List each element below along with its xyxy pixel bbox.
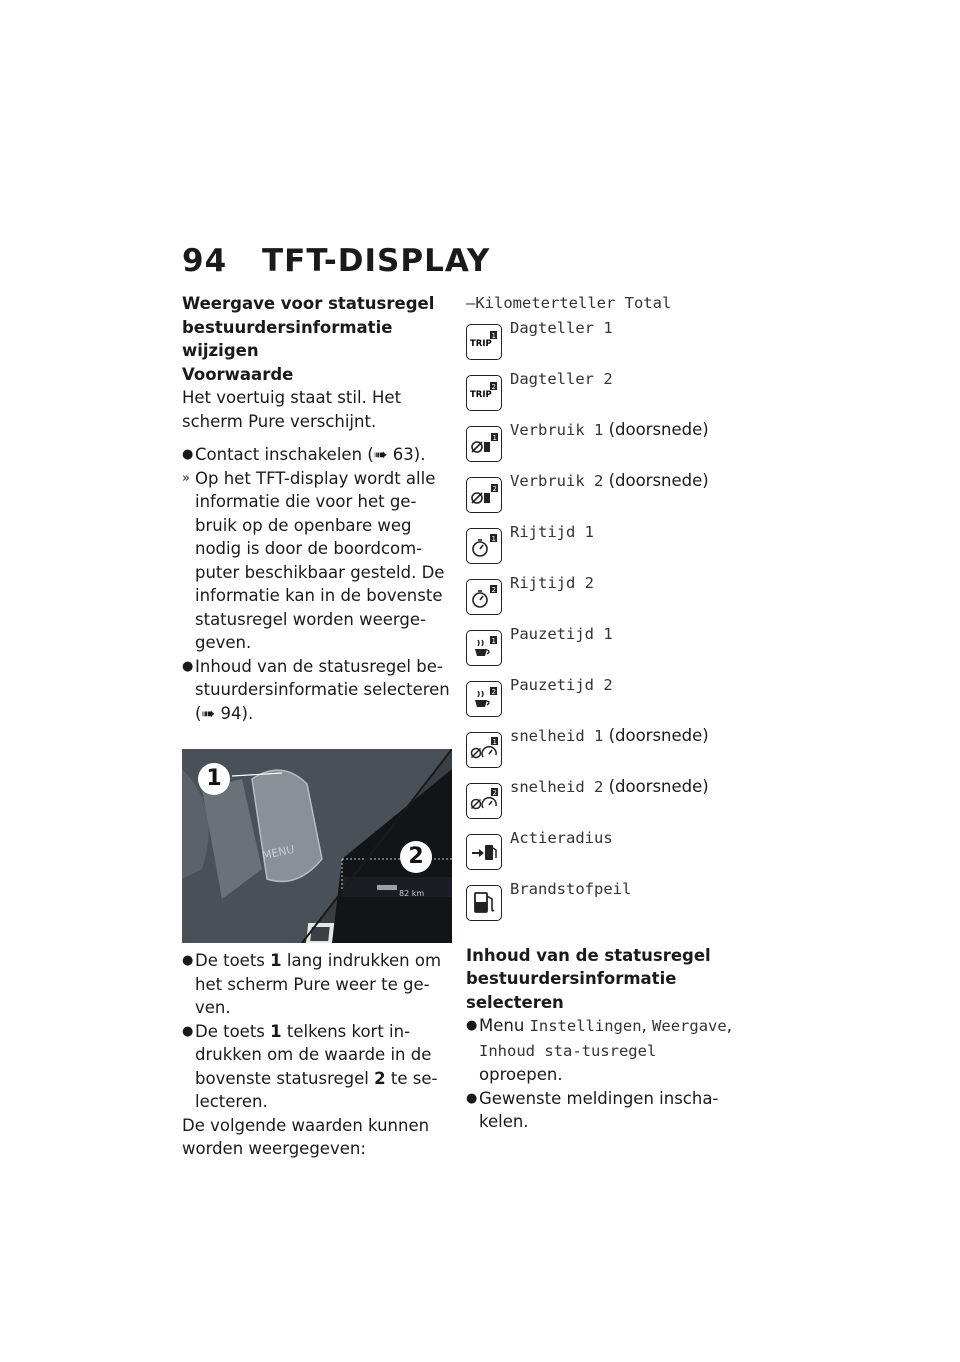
right-column xyxy=(466,292,736,1134)
svg-text:TRIP: TRIP xyxy=(470,389,492,400)
status-label: Dagteller 1 xyxy=(510,318,613,337)
status-label: Dagteller 2 xyxy=(510,369,613,388)
separator: , xyxy=(726,1016,732,1035)
step-text: Contact inschakelen ( xyxy=(195,445,374,464)
result-text xyxy=(182,467,450,655)
odometer-total-item: –Kilometerteller Total xyxy=(466,294,672,312)
status-label: snelheid 2 xyxy=(510,777,604,796)
pause-time-1-icon xyxy=(466,630,502,666)
left-column xyxy=(182,292,450,1161)
list-item xyxy=(466,877,736,928)
status-label: Verbruik 2 xyxy=(510,471,604,490)
menu-path-item: Instellingen xyxy=(529,1017,642,1035)
trip-2-icon xyxy=(466,375,502,411)
consumption-2-icon xyxy=(466,477,502,513)
svg-text:2: 2 xyxy=(491,585,496,594)
callout-1: 1 xyxy=(198,763,230,795)
svg-text:2: 2 xyxy=(491,687,496,696)
speed-1-icon xyxy=(466,732,502,768)
key-ref: 1 xyxy=(270,951,282,970)
list-item xyxy=(466,418,736,469)
list-item xyxy=(466,622,736,673)
list-item xyxy=(466,469,736,520)
menu-path-item: Weergave xyxy=(652,1017,727,1035)
callout-2: 2 xyxy=(400,841,432,873)
svg-text:2: 2 xyxy=(492,788,497,797)
step-text: telkens kort in-drukken om de waarde in de bovenste statusregel xyxy=(195,1021,432,1088)
status-suffix: (doorsnede) xyxy=(603,419,709,439)
result-arrow-icon: » xyxy=(182,470,190,486)
list-item xyxy=(466,673,736,724)
condition-text: Het voertuig staat stil. Het scherm Pure verschijnt. xyxy=(182,388,402,431)
result-body: Op het TFT-display wordt alle informatie die voor het ge-bruik op de openbare weg nodig is door de boordcom-puter beschikbaar gesteld. De informatie kan in de bovenste statusregel worden weerge-geven. xyxy=(195,468,445,652)
step-text: De toets xyxy=(195,1021,271,1041)
status-suffix: (doorsnede) xyxy=(603,725,709,745)
step-open-menu xyxy=(466,1014,736,1087)
list-item xyxy=(466,775,736,826)
step-long-press xyxy=(182,949,450,1020)
closing-text: De volgende waarden kunnen worden weergegeven: xyxy=(182,1115,430,1158)
menu-path-item: Inhoud sta-tusregel xyxy=(479,1041,657,1060)
ride-time-1-icon xyxy=(466,528,502,564)
speed-2-icon xyxy=(466,783,502,819)
status-label: Verbruik 1 xyxy=(510,420,604,439)
status-label: Actieradius xyxy=(510,828,613,847)
status-suffix: (doorsnede) xyxy=(603,776,709,796)
page-ref-arrow-icon: ➠ xyxy=(201,703,216,723)
heading-line: bestuurdersinformatie xyxy=(182,317,393,337)
step-text: te se-lecteren. xyxy=(195,1068,438,1111)
svg-text:1: 1 xyxy=(491,534,496,543)
step-text: Menu xyxy=(479,1016,530,1035)
page-header xyxy=(182,243,490,279)
pause-time-2-icon xyxy=(466,681,502,717)
heading-line: Inhoud van de statusregel xyxy=(466,945,711,965)
step-select-content xyxy=(182,655,450,726)
svg-text:2: 2 xyxy=(492,484,497,493)
page-ref-arrow-icon: ➠ xyxy=(373,445,388,464)
page-number: 94 xyxy=(182,243,228,279)
svg-text:TRIP: TRIP xyxy=(470,338,492,349)
section-heading-2 xyxy=(466,944,736,1015)
consumption-1-icon xyxy=(466,426,502,462)
bullet-icon: ● xyxy=(466,1018,478,1033)
bullet-icon: ● xyxy=(466,1090,478,1106)
page-ref[interactable]: 63). xyxy=(392,445,426,464)
range-icon xyxy=(466,834,502,870)
key-ref: 1 xyxy=(270,1021,282,1041)
heading-line: selecteren xyxy=(466,992,564,1012)
status-label: Rijtijd 2 xyxy=(510,573,594,592)
section-heading xyxy=(182,292,450,363)
step-ignition xyxy=(182,443,450,467)
step-short-press xyxy=(182,1020,450,1114)
list-item xyxy=(466,520,736,571)
step-text: lang indrukken om het scherm Pure weer te ge-ven. xyxy=(195,951,442,1017)
bullet-icon: ● xyxy=(182,658,194,674)
step-text: oproepen. xyxy=(479,1065,563,1084)
condition-heading: Voorwaarde xyxy=(182,364,294,384)
dashboard-photo xyxy=(182,749,452,943)
status-label: Pauzetijd 1 xyxy=(510,624,613,643)
svg-text:1: 1 xyxy=(491,331,496,340)
range-readout: 82 km xyxy=(399,889,425,898)
svg-text:1: 1 xyxy=(492,433,497,442)
heading-line: Weergave voor statusregel xyxy=(182,294,435,313)
list-item xyxy=(466,367,736,418)
svg-text:1: 1 xyxy=(491,636,496,645)
status-label: Brandstofpeil xyxy=(510,879,632,898)
status-label: Rijtijd 1 xyxy=(510,522,594,541)
page-ref[interactable]: 94). xyxy=(220,703,254,723)
section-title: TFT-DISPLAY xyxy=(262,243,491,279)
svg-text:2: 2 xyxy=(491,382,496,391)
step-text: De toets xyxy=(195,951,271,970)
bullet-icon: ● xyxy=(182,447,194,462)
step-text: Inhoud van de statusregel be-stuurdersinformatie selecteren ( xyxy=(195,656,450,723)
bullet-icon: ● xyxy=(182,1023,194,1039)
menu-button-label: MENU xyxy=(260,842,296,863)
status-suffix: (doorsnede) xyxy=(603,470,709,490)
list-item xyxy=(466,724,736,775)
separator: , xyxy=(641,1016,647,1035)
status-label: snelheid 1 xyxy=(510,726,604,745)
status-label: Pauzetijd 2 xyxy=(510,675,613,694)
list-item xyxy=(466,826,736,877)
list-item xyxy=(466,316,736,367)
key-ref: 2 xyxy=(374,1068,386,1088)
ride-time-2-icon xyxy=(466,579,502,615)
fuel-level-icon xyxy=(466,885,502,921)
bullet-icon: ● xyxy=(182,953,194,968)
svg-text:1: 1 xyxy=(492,737,497,746)
heading-line: wijzigen xyxy=(182,341,259,360)
heading-line: bestuurdersinformatie xyxy=(466,969,677,988)
list-item xyxy=(466,571,736,622)
status-value-list xyxy=(466,316,736,928)
step-text: Gewenste meldingen inscha-kelen. xyxy=(479,1088,719,1131)
trip-1-icon xyxy=(466,324,502,360)
step-enable-messages xyxy=(466,1087,736,1134)
